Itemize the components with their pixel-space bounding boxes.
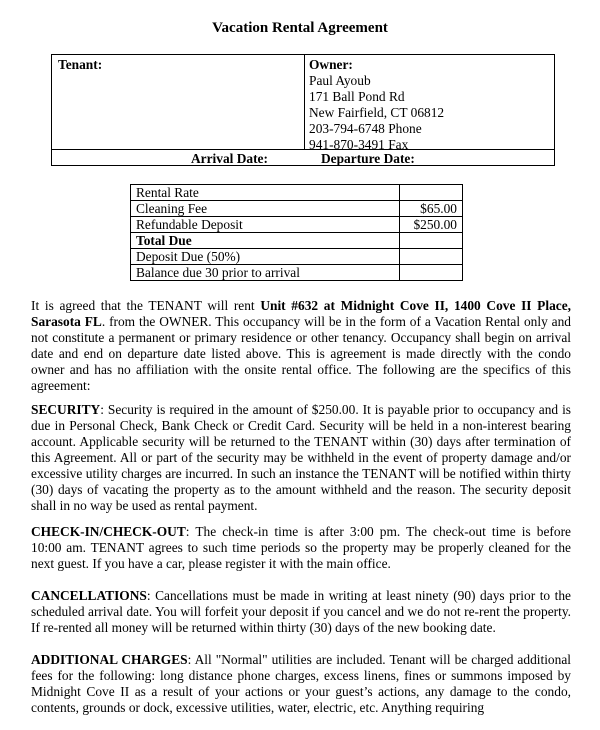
rate-amount [400, 249, 463, 265]
rate-row-deposit [131, 217, 463, 233]
parties-box [51, 54, 555, 166]
owner-city: New Fairfield, CT 06812 [309, 105, 445, 120]
rate-row-deposit-due [131, 249, 463, 265]
rate-amount: $65.00 [400, 201, 463, 217]
rate-amount [400, 265, 463, 281]
rate-row-balance [131, 265, 463, 281]
intro-text: It is agreed that the TENANT will rent [31, 298, 261, 313]
rate-label: Balance due 30 prior to arrival [131, 265, 400, 281]
additional-charges-section [31, 652, 571, 716]
owner-block [309, 57, 444, 153]
rate-amount [400, 233, 463, 249]
departure-date-label: Departure Date: [321, 151, 415, 166]
section-heading: ADDITIONAL CHARGES [31, 652, 188, 667]
owner-phone: 203-794-6748 Phone [309, 121, 422, 136]
section-heading: CHECK-IN/CHECK-OUT [31, 524, 186, 539]
rate-label: Cleaning Fee [131, 201, 400, 217]
rate-label: Deposit Due (50%) [131, 249, 400, 265]
document-title: Vacation Rental Agreement [212, 20, 388, 36]
arrival-date-label: Arrival Date: [191, 151, 268, 166]
rate-amount [400, 185, 463, 201]
intro-text-rest: . from the OWNER. This occupancy will be in the form of a Vacation Rental only and not constitute a permanent or primary residence or other tenancy. Occupancy shall begin on arrival date and end on departure date listed above. This is agreement is made directly with the condo owner and has no affiliation with the onsite rental office. The following are the specifics of this agreement: [31, 314, 571, 393]
parties-divider [304, 55, 305, 149]
rate-label: Refundable Deposit [131, 217, 400, 233]
rate-row-rental [131, 185, 463, 201]
owner-label: Owner: [309, 57, 353, 72]
rate-row-cleaning [131, 201, 463, 217]
section-text: : Security is required in the amount of $250.00. It is payable prior to occupancy and is due in Personal Check, Bank Check or Credit Card. Security will be held in a non-interest bearing account. Applicable security will be returned to the TENANT within (30) days after termination of this Agreement. All or part of the security may be withheld in the event of property damage and/or excessive utility charges are incurred. In such an instance the TENANT will be notified within thirty (30) days of vacating the property as to the amount withheld and the reason. The security deposit shall in no way be used as rental payment. [31, 402, 571, 513]
rates-table [130, 184, 463, 281]
security-section [31, 402, 571, 514]
intro-paragraph [31, 298, 571, 394]
section-text: : Cancellations must be made in writing at least ninety (90) days prior to the scheduled arrival date. You will forfeit your deposit if you cancel and we do not re-rent the property. If re-rented all money will be returned within thirty (30) days of the new booking date. [31, 588, 571, 635]
owner-fax: 941-870-3491 Fax [309, 137, 409, 152]
rate-amount: $250.00 [400, 217, 463, 233]
owner-street: 171 Ball Pond Rd [309, 89, 405, 104]
section-heading: SECURITY [31, 402, 101, 417]
rate-row-total [131, 233, 463, 249]
rate-label: Total Due [131, 233, 400, 249]
section-text: : The check-in time is after 3:00 pm. The check-out time is before 10:00 am. TENANT agrees to such time periods so the property may be properly cleaned for the next guest. If you have a car, please register it with the main office. [31, 524, 571, 571]
section-text: : All "Normal" utilities are included. Tenant will be charged additional fees for the following: long distance phone charges, excess linens, fines or summons imposed by Midnight Cove II as a result of your actions or your guest’s actions, any damage to the condo, contents, grounds or dock, excessive utilities, water, electric, etc. Anything requiring [31, 652, 571, 715]
tenant-label: Tenant: [58, 57, 103, 72]
rate-label: Rental Rate [131, 185, 400, 201]
dates-divider [52, 149, 554, 150]
cancellations-section [31, 588, 571, 636]
owner-name: Paul Ayoub [309, 73, 371, 88]
unit-address: Unit #632 at Midnight Cove II, 1400 Cove II Place, Sarasota FL [31, 298, 571, 329]
section-heading: CANCELLATIONS [31, 588, 147, 603]
checkin-section [31, 524, 571, 572]
